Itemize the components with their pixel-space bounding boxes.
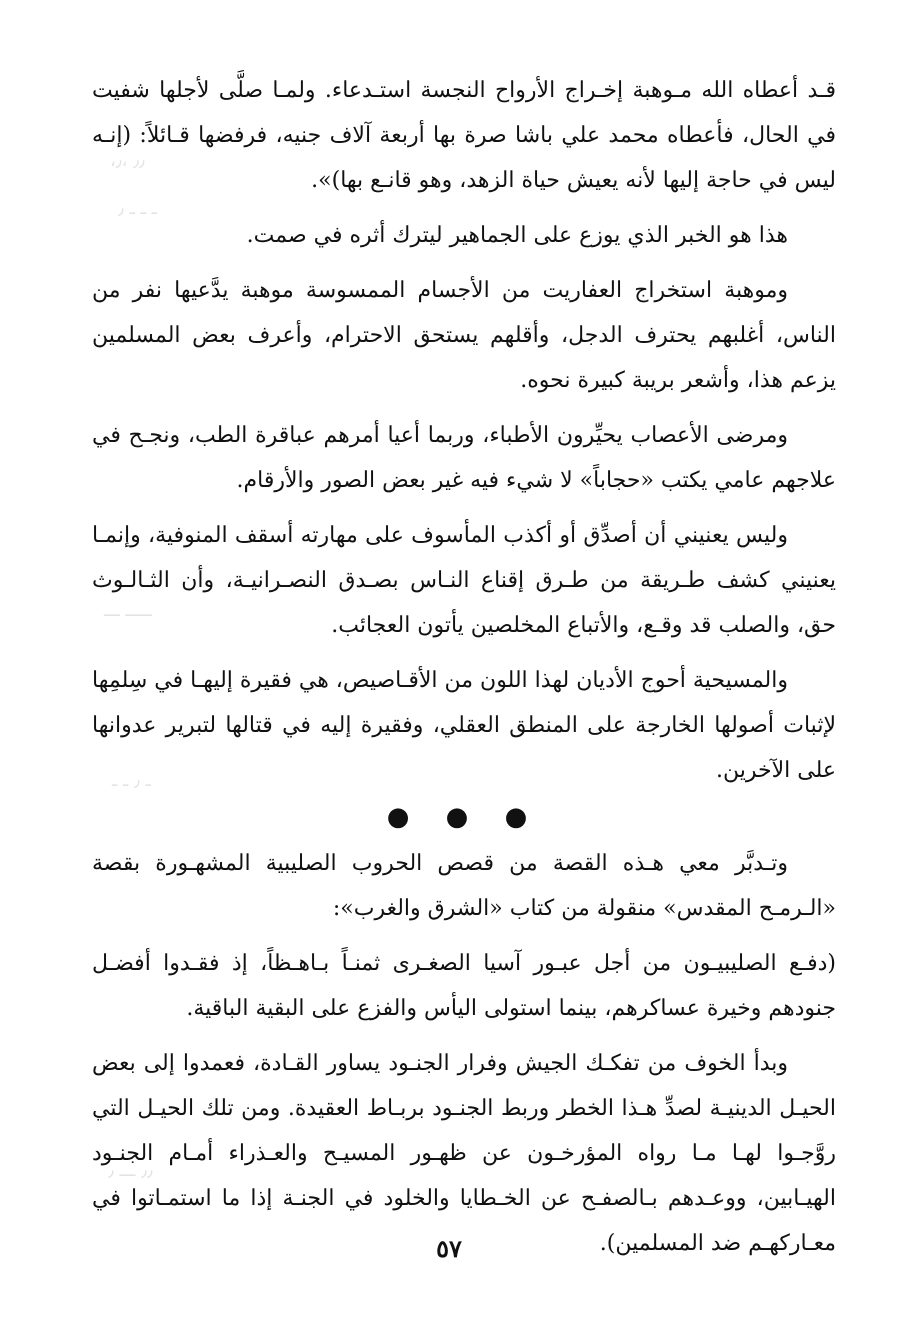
paragraph-6: والمسيحية أحوج الأديان لهذا اللون من الأقـاصيص، هي فقيرة إليهـا في سِلمِها لإثبات أصولها الخارجة على المنطق العقلي، وفقيرة إليه في قتالها لتبرير عدوانها على الآخرين. xyxy=(92,668,836,783)
paragraph-7: وتـدبَّر معي هـذه القصة من قصص الحروب الصليبية المشهـورة بقصة «الـرمـح المقدس» منقولة من كتاب «الشرق والغرب»: xyxy=(92,851,836,921)
bleed-through-mark: ـــــ ـــ xyxy=(104,600,152,621)
paragraph-2: هذا هو الخبر الذي يوزع على الجماهير ليترك أثره في صمت. xyxy=(246,223,788,248)
paragraph-1: قـد أعطاه الله مـوهبة إخـراج الأرواح النجسة استـدعاء. ولمـا صلَّى لأجلها شفيت في الحال، فأعطاه محمد علي باشا صرة بها أربعة آلاف جنيه، فرفضها قـائلاً: (إنـه ليس في حاجة إليها لأنه يعيش حياة الزهد، وهو قانـع بها)». xyxy=(92,78,836,193)
paragraph-5: وليس يعنيني أن أصدِّق أو أكذب المأسوف على مهارته أسقف المنوفية، وإنمـا يعنيني كشف طـريقة من طـرق إقناع النـاس بصـدق النصـرانيـة، وأن الثـالـوث حق، والصلب قد وقـع، والأتباع المخلصين يأتون العجائب. xyxy=(92,523,836,638)
paragraph-3: وموهبة استخراج العفاريت من الأجسام الممسوسة موهبة يدَّعيها نفر من الناس، أغلبهم يحترف الدجل، وأقلهم يستحق الاحترام، وأعرف بعض المسلمين يزعم هذا، وأشعر بريبة كبيرة نحوه. xyxy=(92,278,836,393)
page-number: ٥٧ xyxy=(436,1234,462,1263)
page-body xyxy=(92,68,836,1276)
paragraph-4: ومرضى الأعصاب يحيِّرون الأطباء، وربما أعيا أمرهم عباقرة الطب، ونجـح في علاجهم عامي يكتب «حجاباً» لا شيء فيه غير بعض الصور والأرقام. xyxy=(92,423,836,493)
paragraph-9: وبدأ الخوف من تفكـك الجيش وفرار الجنـود يساور القـادة، فعمدوا إلى بعض الحيـل الدينيـة لصدِّ هـذا الخطر وربط الجنـود بربـاط العقيدة. ومن تلك الحيـل التي روَّجـوا لهـا مـا رواه المؤرخـون عن ظهـور المسيـح والعـذراء أمـام الجنـود الهيـابين، ووعـدهم بـالصفـح عن الخـطايا والخلود في الجنـة إذا ما استمـاتوا في معـاركهـم ضد المسلمين). xyxy=(92,1051,836,1256)
bleed-through-mark: ٫٫ ،٫، xyxy=(110,150,145,171)
paragraph-8-quote: (دفـع الصليبيـون من أجل عبـور آسيا الصغـرى ثمنـاً بـاهـظاً، إذ فقـدوا أفضـل جنودهم وخيرة عساكرهم، بينما استولى اليأس والفزع على البقية الباقية. xyxy=(92,951,836,1021)
bleed-through-mark: ـ ٫ ـ ـ xyxy=(112,770,151,791)
bleed-through-mark: ٫٫ ـــ ٫ xyxy=(108,1160,153,1181)
bleed-through-mark: ـ ـ ـ ٫ xyxy=(118,198,157,219)
section-separator: ● ● ● xyxy=(386,802,542,832)
